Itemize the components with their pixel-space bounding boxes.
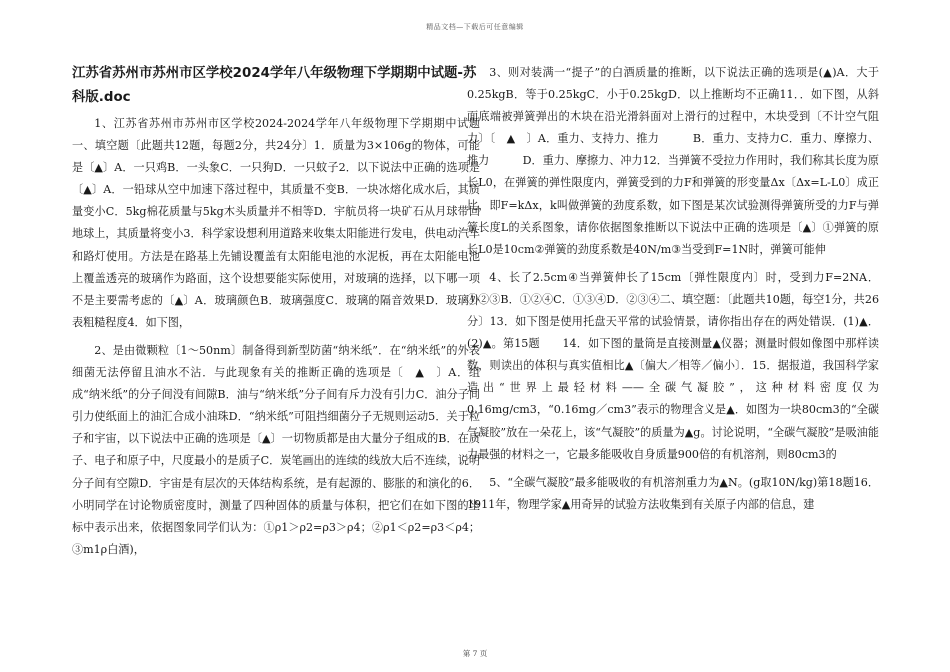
paragraph: 4、长了2.5cm④当弹簧伸长了15cm〔弹性限度内〕时，受到力F=2NA．①②③B．①②④C．①③④D．②③④二、填空题：〔此题共10题，每空1分，共26分〕13．如下图是使用托盘天平常的试验情景，请你指出存在的两处错误．(1)▲．(2)▲。第15题 14．如下图的量筒是直接测量▲仪器；测量时假如像图中那样读数，则读出的体积与真实值相比▲〔偏大／相等／偏小〕．15．据报道，我国科学家造出“世界上最轻材料——全碳气凝胶”，这种材料密度仅为0.16mg/cm3，“0.16mg／cm3”表示的物理含义是▲．如图为一块80cm3的“全碳气凝胶”放在一朵花上，该“气凝胶”的质量为▲g。讨论说明，“全碳气凝胶”是吸油能力最强的材料之一，它最多能吸收自身质量900倍的有机溶剂，则80cm3的 xyxy=(467,270,879,461)
paragraph: 1、江苏省苏州市苏州市区学校2024-2024学年八年级物理下学期期中试题一、填空题〔此题共12题，每题2分，共24分〕1．质量为3×106g的物体，可能是〔▲〕A．一只鸡B．一头象C．一只狗D．一只蚊子2．以下说法中正确的选项是〔▲〕A．一铅球从空中加速下落过程中，其质量不变B．一块冰熔化成水后，其质量变小C．5kg棉花质量与5kg木头质量并不相等D．宇航员将一块矿石从月球带回地球上，其质量将变小3．科学家设想利用道路来收集太阳能进行发电，供电动汽车和路灯使用。方法是在路基上先铺设覆盖有太阳能电池的水泥板，再在太阳能电池上覆盖透亮的玻璃作为路面，这个设想要能实际使用，对玻璃的选择，以下哪一项不是主要需考虑的〔▲〕A．玻璃颜色B．玻璃强度C．玻璃的隔音效果D．玻璃外表粗糙程度4．如下图， xyxy=(72,117,480,329)
header-note: 精品文档—下载后可任意编辑 xyxy=(426,23,524,31)
paragraph: 2、是由微颗粒〔1～50nm〕制备得到新型防菌“纳米纸”．在“纳米纸”的外表细菌无法停留且油水不沾．与此现象有关的推断正确的选项是〔 ▲ 〕A．组成“纳米纸”的分子间没有间隙B．油与“纳米纸”分子间有斥力没有引力C．油分子间引力使纸面上的油汇合成小油珠D．“纳米纸”可阻挡细菌分子无规则运动5．关于粒子和宇宙，以下说法中正确的选项是〔▲〕一切物质都是由大量分子组成的B．在质子、电子和原子中，尺度最小的是质子C．炭笔画出的连续的线放大后不连续，说明分子间有空隙D．宇宙是有层次的天体结构系统，是有起源的、膨胀的和演化的6．小明同学在讨论物质密度时，测量了四种固体的质量与体积，把它们在如下图的坐标中表示出来，依据图象同学们认为：①ρ1＞ρ2=ρ3＞ρ4；②ρ1＜ρ2=ρ3＜ρ4；③m1ρ白酒)， xyxy=(72,343,480,556)
paragraph: 5、“全碳气凝胶”最多能吸收的有机溶剂重力为▲N。(g取10N/kg)第18题16．1911年，物理学家▲用奇异的试验方法收集到有关原子内部的信息，建 xyxy=(467,475,879,511)
right-column xyxy=(467,62,879,522)
document-title: 江苏省苏州市苏州市区学校2024学年八年级物理下学期期中试题-苏科版.doc xyxy=(72,66,477,105)
left-column xyxy=(72,62,480,567)
paragraph: 3、则对装满一“提子”的白酒质量的推断，以下说法正确的选项是(▲)A．大于0.25kgB．等于0.25kgC．小于0.25kgD．以上推断均不正确11．．如下图，从斜面底端被弹簧弹出的木块在沿光滑斜面对上滑行的过程中，木块受到〔不计空气阻力〕〔 ▲ 〕A．重力、支持力、推力 B．重力、支持力C．重力、摩擦力、推力 D．重力、摩擦力、冲力12．当弹簧不受拉力作用时，我们称其长度为原长L0，在弹簧的弹性限度内，弹簧受到的力F和弹簧的形变量Δx〔Δx=L-L0〕成正比，即F=kΔx，k叫做弹簧的劲度系数，如下图是某次试验测得弹簧所受的力F与弹簧长度L的关系图象，请你依据图象推断以下说法中正确的选项是〔▲〕①弹簧的原长L0是10cm②弹簧的劲度系数是40N/m③当受到F=1N时，弹簧可能伸 xyxy=(467,66,879,256)
page-number: 第 7 页 xyxy=(462,649,488,658)
